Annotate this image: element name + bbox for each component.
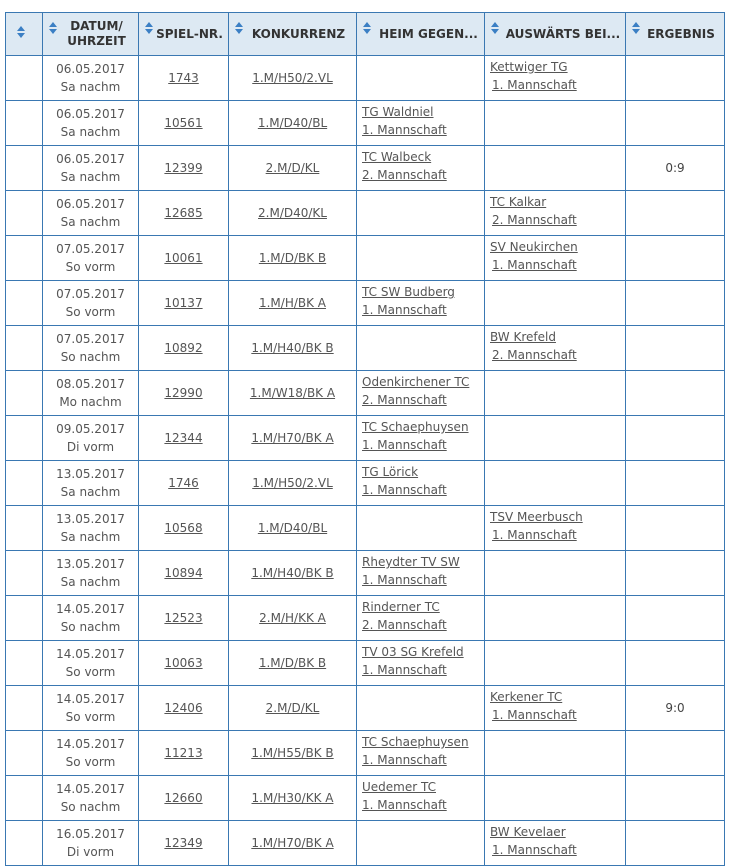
- date-cell: [43, 146, 139, 191]
- result-cell: [626, 416, 725, 461]
- column-header-date[interactable]: [43, 13, 139, 56]
- row-select-cell[interactable]: [6, 596, 43, 641]
- table-row: [6, 551, 725, 596]
- result-cell: [626, 461, 725, 506]
- match-date: 14.05.2017: [56, 737, 125, 751]
- result-cell: [626, 551, 725, 596]
- match-time: Di vorm: [66, 845, 115, 859]
- competition-link[interactable]: 1.M/D/BK B: [258, 656, 327, 670]
- away-team-link[interactable]: 1. Mannschaft: [492, 258, 577, 272]
- date-cell: [43, 56, 139, 101]
- competition-cell: [229, 686, 357, 731]
- game-number-link[interactable]: 12406: [164, 701, 203, 715]
- game-number-link[interactable]: 10568: [164, 521, 203, 535]
- result-cell: [626, 236, 725, 281]
- competition-link[interactable]: 1.M/H/BK A: [258, 296, 327, 310]
- home-cell: [357, 506, 485, 551]
- table-row: [6, 236, 725, 281]
- away-cell: [485, 506, 626, 551]
- home-team-link[interactable]: 1. Mannschaft: [362, 798, 447, 812]
- table-row: [6, 461, 725, 506]
- result-cell: [626, 371, 725, 416]
- game-number-cell: [139, 506, 229, 551]
- match-date: 06.05.2017: [56, 197, 125, 211]
- row-select-cell[interactable]: [6, 461, 43, 506]
- competition-link[interactable]: 1.M/H40/BK B: [251, 566, 334, 580]
- table-row: [6, 146, 725, 191]
- away-cell: [485, 236, 626, 281]
- home-cell: [357, 326, 485, 371]
- result-cell: [626, 506, 725, 551]
- row-select-cell[interactable]: [6, 191, 43, 236]
- sort-icon: [235, 22, 244, 34]
- competition-link[interactable]: 2.M/D40/KL: [258, 206, 327, 220]
- result-cell: [626, 776, 725, 821]
- game-number-cell: [139, 56, 229, 101]
- away-cell: [485, 416, 626, 461]
- result-cell: [626, 281, 725, 326]
- match-time: Sa nachm: [60, 485, 121, 499]
- table-row: [6, 101, 725, 146]
- match-date: 06.05.2017: [56, 107, 125, 121]
- game-number-cell: [139, 146, 229, 191]
- competition-link[interactable]: 2.M/H/KK A: [259, 611, 326, 625]
- home-cell: [357, 56, 485, 101]
- home-club-link[interactable]: Rheydter TV SW: [362, 555, 460, 569]
- date-cell: [43, 461, 139, 506]
- home-cell: [357, 461, 485, 506]
- away-club-link[interactable]: BW Kevelaer: [490, 825, 566, 839]
- competition-link[interactable]: 1.M/H50/2.VL: [252, 476, 333, 490]
- away-cell: [485, 326, 626, 371]
- match-date: 13.05.2017: [56, 512, 125, 526]
- date-cell: [43, 596, 139, 641]
- away-cell: [485, 281, 626, 326]
- away-cell: [485, 191, 626, 236]
- match-time: Sa nachm: [60, 170, 121, 184]
- competition-cell: [229, 236, 357, 281]
- date-cell: [43, 821, 139, 866]
- home-club-link[interactable]: TG Waldniel: [362, 105, 434, 119]
- row-select-cell[interactable]: [6, 776, 43, 821]
- away-cell: [485, 731, 626, 776]
- match-time: So nachm: [60, 350, 121, 364]
- game-number-link[interactable]: 12399: [164, 161, 203, 175]
- match-time: Sa nachm: [60, 530, 121, 544]
- date-cell: [43, 191, 139, 236]
- game-number-link[interactable]: 1746: [168, 476, 199, 490]
- sort-icon: [17, 26, 26, 38]
- row-select-cell[interactable]: [6, 101, 43, 146]
- game-number-link[interactable]: 12523: [164, 611, 203, 625]
- competition-cell: [229, 371, 357, 416]
- competition-link[interactable]: 1.M/H50/2.VL: [252, 71, 333, 85]
- competition-cell: [229, 101, 357, 146]
- game-number-cell: [139, 686, 229, 731]
- home-team-link[interactable]: 1. Mannschaft: [362, 438, 447, 452]
- away-team-link[interactable]: 1. Mannschaft: [492, 528, 577, 542]
- result-cell: [626, 641, 725, 686]
- row-select-cell[interactable]: [6, 686, 43, 731]
- game-number-link[interactable]: 10137: [164, 296, 203, 310]
- away-team-link[interactable]: 1. Mannschaft: [492, 843, 577, 857]
- table-row: [6, 506, 725, 551]
- away-cell: [485, 596, 626, 641]
- home-cell: [357, 281, 485, 326]
- row-select-cell[interactable]: [6, 281, 43, 326]
- away-cell: [485, 56, 626, 101]
- competition-link[interactable]: 1.M/D40/BL: [257, 116, 328, 130]
- column-header-label: DATUM/ UHRZEIT: [67, 19, 126, 48]
- row-select-cell[interactable]: [6, 146, 43, 191]
- sort-icon: [49, 22, 58, 34]
- game-number-cell: [139, 326, 229, 371]
- home-team-link[interactable]: 1. Mannschaft: [362, 663, 447, 677]
- row-select-cell[interactable]: [6, 821, 43, 866]
- match-date: 13.05.2017: [56, 557, 125, 571]
- competition-link[interactable]: 1.M/H70/BK A: [251, 836, 334, 850]
- column-header-away[interactable]: [485, 13, 626, 56]
- home-team-link[interactable]: 1. Mannschaft: [362, 123, 447, 137]
- date-cell: [43, 551, 139, 596]
- game-number-link[interactable]: 12990: [164, 386, 203, 400]
- home-cell: [357, 236, 485, 281]
- date-cell: [43, 371, 139, 416]
- game-number-cell: [139, 236, 229, 281]
- competition-cell: [229, 821, 357, 866]
- home-team-link[interactable]: 1. Mannschaft: [362, 753, 447, 767]
- away-cell: [485, 461, 626, 506]
- home-club-link[interactable]: Rinderner TC: [362, 600, 440, 614]
- home-cell: [357, 101, 485, 146]
- home-club-link[interactable]: TC SW Budberg: [362, 285, 455, 299]
- competition-link[interactable]: 2.M/D/KL: [265, 161, 320, 175]
- game-number-cell: [139, 596, 229, 641]
- sort-icon: [145, 22, 154, 34]
- home-cell: [357, 416, 485, 461]
- date-cell: [43, 416, 139, 461]
- result-cell: [626, 101, 725, 146]
- match-time: Sa nachm: [60, 125, 121, 139]
- away-cell: [485, 371, 626, 416]
- match-date: 08.05.2017: [56, 377, 125, 391]
- game-number-cell: [139, 461, 229, 506]
- away-cell: [485, 776, 626, 821]
- away-cell: [485, 821, 626, 866]
- row-select-cell[interactable]: [6, 506, 43, 551]
- away-team-link[interactable]: 2. Mannschaft: [492, 213, 577, 227]
- home-team-link[interactable]: 2. Mannschaft: [362, 168, 447, 182]
- table-row: [6, 641, 725, 686]
- row-select-cell[interactable]: [6, 641, 43, 686]
- away-club-link[interactable]: Kettwiger TG: [490, 60, 568, 74]
- table-row: [6, 776, 725, 821]
- match-time: Di vorm: [66, 440, 115, 454]
- table-header-row: [6, 13, 725, 56]
- home-team-link[interactable]: 1. Mannschaft: [362, 303, 447, 317]
- table-row: [6, 416, 725, 461]
- game-number-link[interactable]: 10894: [164, 566, 203, 580]
- match-time: Sa nachm: [60, 215, 121, 229]
- away-club-link[interactable]: BW Krefeld: [490, 330, 556, 344]
- competition-cell: [229, 731, 357, 776]
- game-number-cell: [139, 731, 229, 776]
- away-club-link[interactable]: Kerkener TC: [490, 690, 563, 704]
- game-number-cell: [139, 191, 229, 236]
- date-cell: [43, 776, 139, 821]
- column-header-home[interactable]: [357, 13, 485, 56]
- row-select-cell[interactable]: [6, 731, 43, 776]
- competition-cell: [229, 776, 357, 821]
- match-date: 06.05.2017: [56, 62, 125, 76]
- game-number-cell: [139, 416, 229, 461]
- home-cell: [357, 641, 485, 686]
- game-number-link[interactable]: 11213: [164, 746, 203, 760]
- competition-cell: [229, 461, 357, 506]
- result-cell: 0:9: [626, 146, 725, 191]
- game-number-link[interactable]: 12685: [164, 206, 203, 220]
- date-cell: [43, 326, 139, 371]
- table-body: [6, 56, 725, 866]
- row-select-cell[interactable]: [6, 236, 43, 281]
- row-select-cell[interactable]: [6, 56, 43, 101]
- home-club-link[interactable]: Uedemer TC: [362, 780, 436, 794]
- game-number-link[interactable]: 1743: [168, 71, 199, 85]
- row-select-cell[interactable]: [6, 551, 43, 596]
- competition-link[interactable]: 1.M/W18/BK A: [249, 386, 336, 400]
- match-date: 07.05.2017: [56, 287, 125, 301]
- match-date: 14.05.2017: [56, 647, 125, 661]
- match-time: So vorm: [65, 755, 116, 769]
- match-date: 14.05.2017: [56, 602, 125, 616]
- competition-cell: [229, 326, 357, 371]
- game-number-link[interactable]: 10892: [164, 341, 203, 355]
- game-number-link[interactable]: 12344: [164, 431, 203, 445]
- competition-cell: [229, 641, 357, 686]
- competition-link[interactable]: 1.M/H40/BK B: [251, 341, 334, 355]
- table-row: [6, 686, 725, 731]
- date-cell: [43, 641, 139, 686]
- competition-cell: [229, 191, 357, 236]
- home-cell: [357, 551, 485, 596]
- away-cell: [485, 641, 626, 686]
- away-team-link[interactable]: 1. Mannschaft: [492, 78, 577, 92]
- game-number-cell: [139, 641, 229, 686]
- game-number-cell: [139, 371, 229, 416]
- column-header-label: ERGEBNIS: [647, 26, 715, 41]
- match-time: So nachm: [60, 800, 121, 814]
- column-header-competition[interactable]: [229, 13, 357, 56]
- home-cell: [357, 191, 485, 236]
- match-time: So vorm: [65, 665, 116, 679]
- date-cell: [43, 731, 139, 776]
- sort-icon: [491, 22, 500, 34]
- row-select-cell[interactable]: [6, 416, 43, 461]
- away-club-link[interactable]: TSV Meerbusch: [490, 510, 583, 524]
- away-cell: [485, 551, 626, 596]
- competition-link[interactable]: 1.M/H55/BK B: [251, 746, 334, 760]
- competition-cell: [229, 56, 357, 101]
- away-club-link[interactable]: TC Kalkar: [490, 195, 547, 209]
- match-time: Mo nachm: [59, 395, 122, 409]
- home-cell: [357, 596, 485, 641]
- home-team-link[interactable]: 1. Mannschaft: [362, 573, 447, 587]
- match-date: 07.05.2017: [56, 332, 125, 346]
- competition-cell: [229, 506, 357, 551]
- column-header-label: HEIM GEGEN...: [379, 26, 478, 41]
- column-header-select[interactable]: [6, 13, 43, 56]
- table-row: [6, 281, 725, 326]
- date-cell: [43, 506, 139, 551]
- row-select-cell[interactable]: [6, 371, 43, 416]
- result-cell: [626, 191, 725, 236]
- home-club-link[interactable]: TG Lörick: [362, 465, 419, 479]
- competition-cell: [229, 146, 357, 191]
- match-time: So vorm: [65, 260, 116, 274]
- date-cell: [43, 686, 139, 731]
- match-date: 16.05.2017: [56, 827, 125, 841]
- game-number-link[interactable]: 10061: [164, 251, 203, 265]
- match-time: So vorm: [65, 305, 116, 319]
- column-header-label: SPIEL-NR.: [156, 26, 223, 41]
- match-date: 06.05.2017: [56, 152, 125, 166]
- result-cell: [626, 596, 725, 641]
- home-cell: [357, 686, 485, 731]
- match-date: 13.05.2017: [56, 467, 125, 481]
- matches-table-wrapper: [5, 12, 724, 866]
- sort-icon: [363, 22, 372, 34]
- home-club-link[interactable]: Odenkirchener TC: [362, 375, 470, 389]
- match-time: Sa nachm: [60, 80, 121, 94]
- date-cell: [43, 101, 139, 146]
- row-select-cell[interactable]: [6, 326, 43, 371]
- column-header-result[interactable]: [626, 13, 725, 56]
- game-number-cell: [139, 281, 229, 326]
- game-number-link[interactable]: 12349: [164, 836, 203, 850]
- table-row: [6, 596, 725, 641]
- home-cell: [357, 371, 485, 416]
- home-club-link[interactable]: TC Walbeck: [362, 150, 432, 164]
- competition-link[interactable]: 1.M/D/BK B: [258, 251, 327, 265]
- sort-icon: [632, 22, 641, 34]
- competition-cell: [229, 416, 357, 461]
- away-club-link[interactable]: SV Neukirchen: [490, 240, 578, 254]
- date-cell: [43, 236, 139, 281]
- table-row: [6, 821, 725, 866]
- away-cell: [485, 686, 626, 731]
- match-time: So nachm: [60, 620, 121, 634]
- match-time: So vorm: [65, 710, 116, 724]
- game-number-link[interactable]: 10561: [164, 116, 203, 130]
- competition-cell: [229, 596, 357, 641]
- home-club-link[interactable]: TV 03 SG Krefeld: [362, 645, 464, 659]
- away-cell: [485, 101, 626, 146]
- home-team-link[interactable]: 2. Mannschaft: [362, 618, 447, 632]
- match-time: Sa nachm: [60, 575, 121, 589]
- result-cell: [626, 821, 725, 866]
- table-row: [6, 371, 725, 416]
- game-number-link[interactable]: 10063: [164, 656, 203, 670]
- competition-link[interactable]: 1.M/D40/BL: [257, 521, 328, 535]
- game-number-cell: [139, 776, 229, 821]
- competition-cell: [229, 281, 357, 326]
- date-cell: [43, 281, 139, 326]
- match-date: 14.05.2017: [56, 782, 125, 796]
- home-team-link[interactable]: 2. Mannschaft: [362, 393, 447, 407]
- table-row: [6, 56, 725, 101]
- competition-cell: [229, 551, 357, 596]
- away-team-link[interactable]: 2. Mannschaft: [492, 348, 577, 362]
- away-cell: [485, 146, 626, 191]
- match-date: 07.05.2017: [56, 242, 125, 256]
- column-header-label: KONKURRENZ: [251, 26, 346, 41]
- column-header-label: AUSWÄRTS BEI...: [505, 26, 621, 41]
- home-club-link[interactable]: TC Schaephuysen: [362, 735, 469, 749]
- result-cell: [626, 731, 725, 776]
- game-number-cell: [139, 551, 229, 596]
- competition-link[interactable]: 1.M/H30/KK A: [251, 791, 334, 805]
- match-date: 14.05.2017: [56, 692, 125, 706]
- column-header-game-number[interactable]: [139, 13, 229, 56]
- home-cell: [357, 776, 485, 821]
- competition-link[interactable]: 1.M/H70/BK A: [251, 431, 334, 445]
- table-row: [6, 326, 725, 371]
- game-number-cell: [139, 101, 229, 146]
- matches-table: [5, 12, 725, 866]
- match-date: 09.05.2017: [56, 422, 125, 436]
- home-club-link[interactable]: TC Schaephuysen: [362, 420, 469, 434]
- result-cell: 9:0: [626, 686, 725, 731]
- game-number-link[interactable]: 12660: [164, 791, 203, 805]
- game-number-cell: [139, 821, 229, 866]
- home-cell: [357, 146, 485, 191]
- home-cell: [357, 821, 485, 866]
- away-team-link[interactable]: 1. Mannschaft: [492, 708, 577, 722]
- home-cell: [357, 731, 485, 776]
- result-cell: [626, 56, 725, 101]
- competition-link[interactable]: 2.M/D/KL: [265, 701, 320, 715]
- result-cell: [626, 326, 725, 371]
- table-row: [6, 191, 725, 236]
- table-row: [6, 731, 725, 776]
- home-team-link[interactable]: 1. Mannschaft: [362, 483, 447, 497]
